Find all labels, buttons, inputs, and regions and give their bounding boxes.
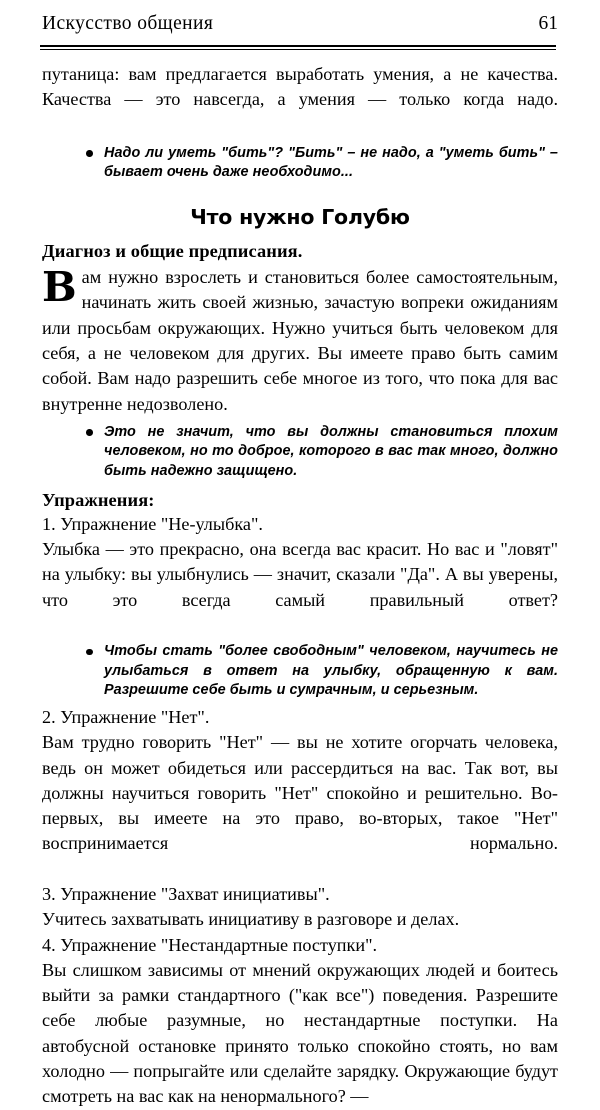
aside-note-2	[42, 423, 558, 482]
exercise-title: 3. Упражнение "Захват инициативы".	[42, 883, 330, 904]
aside-item	[86, 144, 558, 183]
dropcap-paragraph-text: ам нужно взрослеть и становиться более самостоятельным, начинать жить своей жизнью, зачастую вопреки ожиданиям или просьбам окружающих. Нужно учиться быть человеком для себя, а не человеком для других. Вы имеете право быть самим собой. Вам надо разрешить себе многое из того, что пока для вас внутренне недозволено.	[42, 267, 558, 414]
exercises-heading: Упражнения:	[42, 489, 155, 510]
drop-cap-letter: В	[42, 263, 77, 312]
opening-paragraph: путаница: вам предлагается выработать умения, а не качества. Качества — это навсегда, а умения — только когда надо.	[42, 64, 558, 110]
aside-text: Это не значит, что вы должны становиться плохим человеком, но то доброе, которого в вас так много, должно быть надежно защищено.	[104, 423, 558, 480]
exercise-body: Учитесь захватывать инициативу в разговоре и делах.	[42, 909, 460, 930]
header-rule	[40, 45, 556, 50]
running-head-title: Искусство общения	[42, 13, 214, 34]
aside-note-3	[42, 642, 558, 701]
exercise-body: Улыбка — это прекрасно, она всегда вас красит. Но вас и "ловят" на улыбку: вы улыбнулись — значит, сказали "Да". А вы уверены, что это всегда самый правильный ответ?	[42, 538, 558, 610]
section-title: Что нужно Голубю	[190, 205, 410, 230]
running-head	[42, 14, 558, 44]
exercise-title: 2. Упражнение "Нет".	[42, 706, 210, 727]
exercise-title: 1. Упражнение "Не-улыбка".	[42, 513, 263, 534]
page-number: 61	[538, 13, 558, 34]
bullet-icon	[86, 150, 93, 157]
bullet-icon	[86, 649, 93, 656]
exercise-title: 4. Упражнение "Нестандартные поступки".	[42, 934, 378, 955]
aside-item	[86, 423, 558, 482]
bullet-icon	[86, 429, 93, 436]
exercise-body: Вам трудно говорить "Нет" — вы не хотите огорчать человека, ведь он может обидеться или рассердиться на вас. Так вот, вы должны научиться говорить "Нет" спокойно и решительно. Во-первых, вы имеете на это право, во-вторых, такое "Нет" воспринимается нормально.	[42, 732, 558, 854]
header-rule-thin	[40, 49, 556, 50]
exercise-body: Вы слишком зависимы от мнений окружающих людей и боитесь выйти за рамки стандартного ("как все") поведения. Разрешите себе любые разумные, но нестандартные поступки. На автобусной остановке принято только спокойно стоять, но вам холодно — попрыгайте или сделайте зарядку. Окружающие будут смотреть на вас как на ненормального? —	[42, 959, 558, 1107]
aside-text: Надо ли уметь "бить"? "Бить" – не надо, а "уметь бить" – бывает очень даже необходимо...	[104, 144, 558, 181]
dropcap-paragraph	[42, 265, 558, 417]
aside-item	[86, 642, 558, 701]
text-column	[42, 62, 558, 1110]
subsection-title: Диагноз и общие предписания.	[42, 241, 303, 262]
aside-text: Чтобы стать "более свободным" человеком, научитесь не улыбаться в ответ на улыбку, обращенную к вам. Разрешите себе быть и сумрачным, и серьезным.	[104, 643, 558, 699]
aside-note-1	[42, 144, 558, 183]
